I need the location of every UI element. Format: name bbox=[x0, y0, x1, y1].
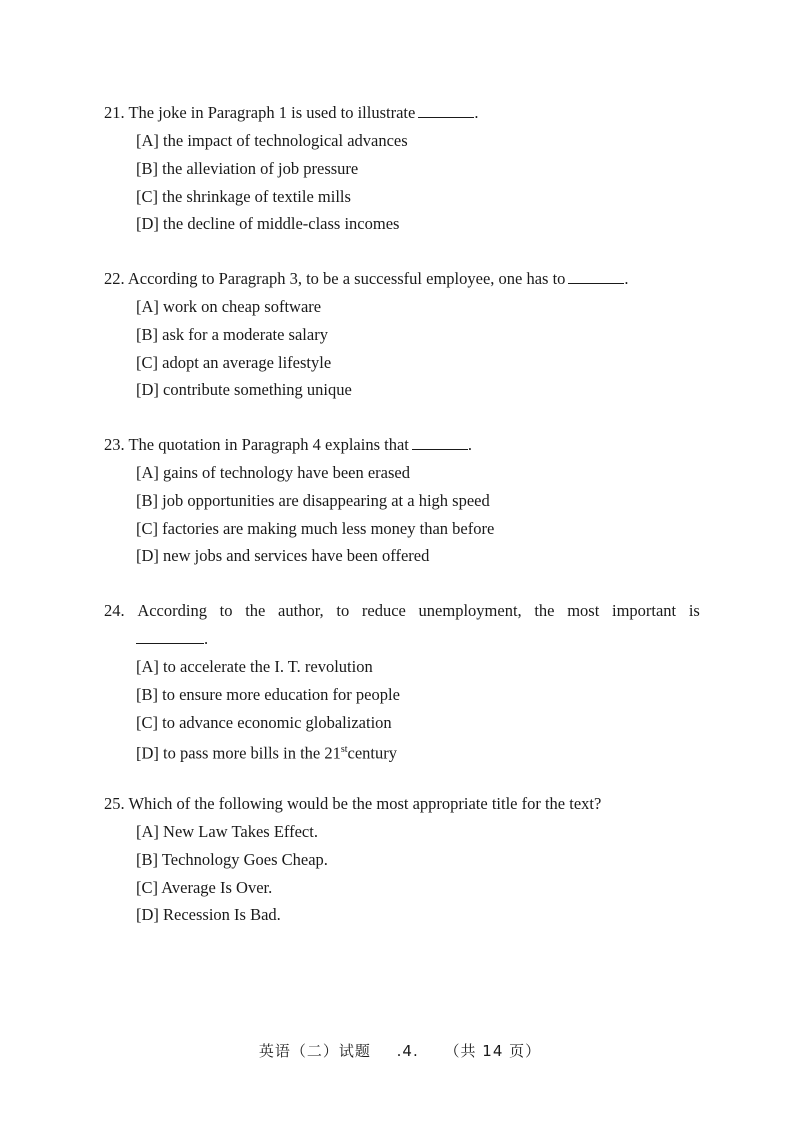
question-text: The quotation in Paragraph 4 explains that bbox=[128, 435, 409, 454]
footer-total-pages: （共 14 页） bbox=[444, 1042, 542, 1060]
question-stem bbox=[104, 99, 704, 127]
stem-word: the bbox=[245, 601, 266, 620]
question-number: 25. bbox=[104, 794, 125, 813]
option-c: [C] Average Is Over. bbox=[136, 877, 273, 897]
option-b: [B] to ensure more education for people bbox=[136, 684, 400, 704]
option-b: [B] job opportunities are disappearing at a high speed bbox=[136, 490, 490, 510]
option-d: [D] new jobs and services have been offered bbox=[136, 546, 430, 566]
question-end: . bbox=[467, 435, 473, 454]
ordinal-suffix: st bbox=[340, 744, 348, 756]
question-end: . bbox=[204, 629, 209, 648]
question-text: Which of the following would be the most appropriate title for the text? bbox=[128, 794, 602, 813]
question-23 bbox=[104, 431, 704, 570]
question-stem bbox=[104, 431, 704, 459]
stem-word: important bbox=[611, 601, 677, 620]
question-21 bbox=[104, 99, 704, 238]
question-stem bbox=[104, 597, 700, 625]
question-number: 21. bbox=[104, 103, 125, 122]
stem-word: the bbox=[534, 601, 555, 620]
answer-blank bbox=[136, 625, 204, 644]
stem-word: to bbox=[219, 601, 233, 620]
option-b: [B] ask for a moderate salary bbox=[136, 324, 328, 344]
option-b: [B] the alleviation of job pressure bbox=[136, 158, 359, 178]
answer-blank bbox=[412, 431, 468, 450]
question-number: 22. bbox=[104, 269, 125, 288]
question-number: 24. bbox=[104, 601, 125, 620]
question-stem bbox=[104, 265, 704, 293]
option-d-text-end: century bbox=[347, 743, 398, 763]
option-a: [A] the impact of technological advances bbox=[136, 131, 408, 150]
option-d-text: [D] to pass more bills in the 21 bbox=[136, 743, 341, 763]
footer-page-number: .4. bbox=[396, 1042, 419, 1060]
option-d bbox=[104, 736, 704, 764]
question-end: . bbox=[474, 103, 479, 122]
option-c: [C] the shrinkage of textile mills bbox=[136, 186, 351, 206]
page-footer bbox=[0, 1040, 800, 1061]
option-a: [A] work on cheap software bbox=[136, 297, 322, 316]
question-text: The joke in Paragraph 1 is used to illustrate bbox=[128, 103, 416, 122]
option-a: [A] to accelerate the I. T. revolution bbox=[136, 657, 373, 676]
option-a: [A] New Law Takes Effect. bbox=[136, 822, 318, 841]
stem-word: reduce bbox=[361, 601, 406, 620]
question-22 bbox=[104, 265, 704, 404]
question-number: 23. bbox=[104, 435, 125, 454]
option-d: [D] contribute something unique bbox=[136, 380, 352, 400]
option-b: [B] Technology Goes Cheap. bbox=[136, 849, 328, 869]
stem-word: most bbox=[567, 601, 600, 620]
option-d: [D] the decline of middle-class incomes bbox=[136, 214, 400, 234]
question-text: According to Paragraph 3, to be a successful employee, one has to bbox=[127, 269, 566, 288]
stem-word: to bbox=[336, 601, 350, 620]
question-end: . bbox=[624, 269, 629, 288]
stem-word: unemployment, bbox=[418, 601, 522, 620]
option-a: [A] gains of technology have been erased bbox=[136, 463, 410, 482]
question-25 bbox=[104, 790, 704, 929]
answer-blank bbox=[568, 265, 624, 284]
answer-blank bbox=[418, 99, 474, 118]
option-c: [C] adopt an average lifestyle bbox=[136, 352, 332, 372]
stem-word: author, bbox=[278, 601, 324, 620]
question-stem bbox=[104, 790, 704, 818]
option-c: [C] to advance economic globalization bbox=[136, 712, 392, 732]
question-24 bbox=[104, 597, 704, 764]
stem-word: is bbox=[688, 601, 700, 620]
footer-subject: 英语（二）试题 bbox=[258, 1042, 371, 1060]
stem-word: According bbox=[137, 601, 207, 620]
question-stem-continued bbox=[104, 625, 704, 653]
option-d: [D] Recession Is Bad. bbox=[136, 905, 281, 925]
option-c: [C] factories are making much less money than before bbox=[136, 518, 495, 538]
